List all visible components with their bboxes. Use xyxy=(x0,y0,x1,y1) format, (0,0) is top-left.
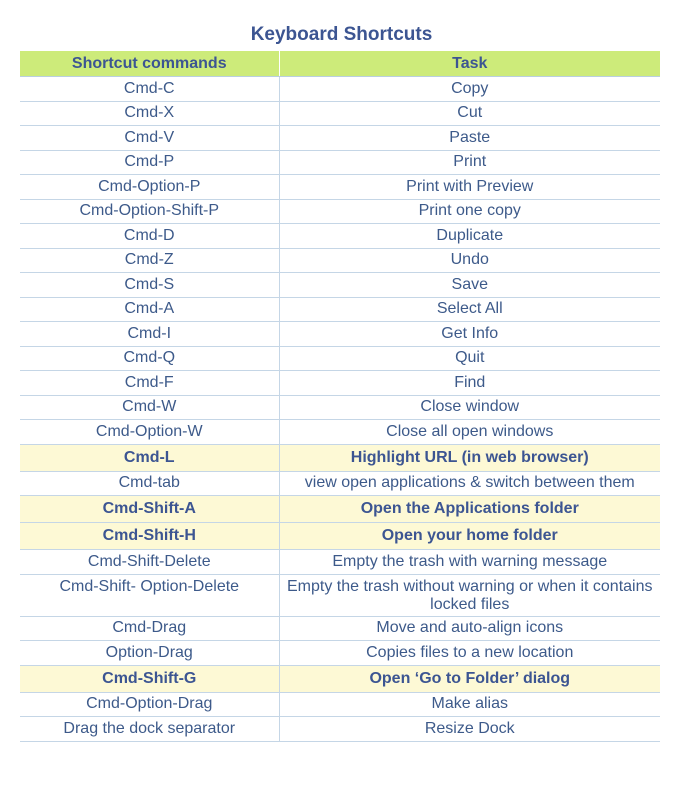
table-row xyxy=(20,150,660,175)
task-cell: Highlight URL (in web browser) xyxy=(279,444,660,471)
task-cell: Undo xyxy=(279,248,660,273)
shortcut-cell: Cmd-Shift-H xyxy=(20,523,279,550)
shortcut-cell: Cmd-L xyxy=(20,444,279,471)
table-row xyxy=(20,346,660,371)
task-cell: Print one copy xyxy=(279,199,660,224)
shortcut-cell: Option-Drag xyxy=(20,641,279,666)
task-cell: Resize Dock xyxy=(279,717,660,742)
table-row xyxy=(20,692,660,717)
task-cell: Save xyxy=(279,273,660,298)
table-row xyxy=(20,126,660,151)
task-cell: Paste xyxy=(279,126,660,151)
shortcut-cell: Cmd-C xyxy=(20,77,279,102)
shortcut-cell: Cmd-Shift-G xyxy=(20,665,279,692)
table-row xyxy=(20,371,660,396)
table-row xyxy=(20,616,660,641)
task-cell: Open your home folder xyxy=(279,523,660,550)
task-cell: Empty the trash with warning message xyxy=(279,550,660,575)
table-row xyxy=(20,717,660,742)
shortcut-cell: Cmd-Shift- Option-Delete xyxy=(20,574,279,616)
task-cell: Move and auto-align icons xyxy=(279,616,660,641)
shortcut-cell: Cmd-P xyxy=(20,150,279,175)
table-row xyxy=(20,101,660,126)
shortcut-cell: Cmd-I xyxy=(20,322,279,347)
table-row xyxy=(20,224,660,249)
shortcut-cell: Cmd-Z xyxy=(20,248,279,273)
table-row xyxy=(20,297,660,322)
shortcut-cell: Cmd-S xyxy=(20,273,279,298)
table-row xyxy=(20,471,660,496)
shortcut-cell: Cmd-A xyxy=(20,297,279,322)
task-cell: Copies files to a new location xyxy=(279,641,660,666)
task-cell: Copy xyxy=(279,77,660,102)
table-row xyxy=(20,395,660,420)
table-row xyxy=(20,444,660,471)
task-cell: Quit xyxy=(279,346,660,371)
table-row xyxy=(20,550,660,575)
shortcut-cell: Cmd-Q xyxy=(20,346,279,371)
task-cell: Open ‘Go to Folder’ dialog xyxy=(279,665,660,692)
shortcut-cell: Cmd-Option-Drag xyxy=(20,692,279,717)
shortcut-cell: Cmd-W xyxy=(20,395,279,420)
task-cell: Print xyxy=(279,150,660,175)
table-row xyxy=(20,523,660,550)
shortcut-cell: Cmd-Option-Shift-P xyxy=(20,199,279,224)
page-title: Keyboard Shortcuts xyxy=(250,24,433,45)
table-row xyxy=(20,175,660,200)
task-cell: Duplicate xyxy=(279,224,660,249)
shortcut-cell: Cmd-Shift-Delete xyxy=(20,550,279,575)
task-cell: Cut xyxy=(279,101,660,126)
shortcut-cell: Cmd-Option-P xyxy=(20,175,279,200)
table-body xyxy=(20,77,660,742)
table-row xyxy=(20,641,660,666)
shortcuts-table xyxy=(20,51,660,742)
task-cell: view open applications & switch between them xyxy=(279,471,660,496)
table-row xyxy=(20,322,660,347)
shortcut-cell: Cmd-Shift-A xyxy=(20,496,279,523)
table-row xyxy=(20,665,660,692)
table-row xyxy=(20,77,660,102)
task-cell: Make alias xyxy=(279,692,660,717)
shortcut-cell: Cmd-V xyxy=(20,126,279,151)
table-header-row xyxy=(20,51,660,77)
table-row xyxy=(20,248,660,273)
task-cell: Select All xyxy=(279,297,660,322)
shortcut-cell: Cmd-Option-W xyxy=(20,420,279,445)
task-cell: Find xyxy=(279,371,660,396)
table-row xyxy=(20,496,660,523)
task-cell: Close all open windows xyxy=(279,420,660,445)
shortcut-cell: Cmd-Drag xyxy=(20,616,279,641)
table-row xyxy=(20,199,660,224)
table-row xyxy=(20,420,660,445)
shortcut-cell: Cmd-tab xyxy=(20,471,279,496)
table-row xyxy=(20,273,660,298)
shortcut-cell: Cmd-D xyxy=(20,224,279,249)
shortcut-cell: Cmd-F xyxy=(20,371,279,396)
shortcut-cell: Drag the dock separator xyxy=(20,717,279,742)
shortcut-cell: Cmd-X xyxy=(20,101,279,126)
header-task: Task xyxy=(279,51,660,77)
task-cell: Empty the trash without warning or when it contains locked files xyxy=(279,574,660,616)
task-cell: Get Info xyxy=(279,322,660,347)
task-cell: Print with Preview xyxy=(279,175,660,200)
task-cell: Open the Applications folder xyxy=(279,496,660,523)
task-cell: Close window xyxy=(279,395,660,420)
header-shortcut-commands: Shortcut commands xyxy=(20,51,279,77)
table-row xyxy=(20,574,660,616)
